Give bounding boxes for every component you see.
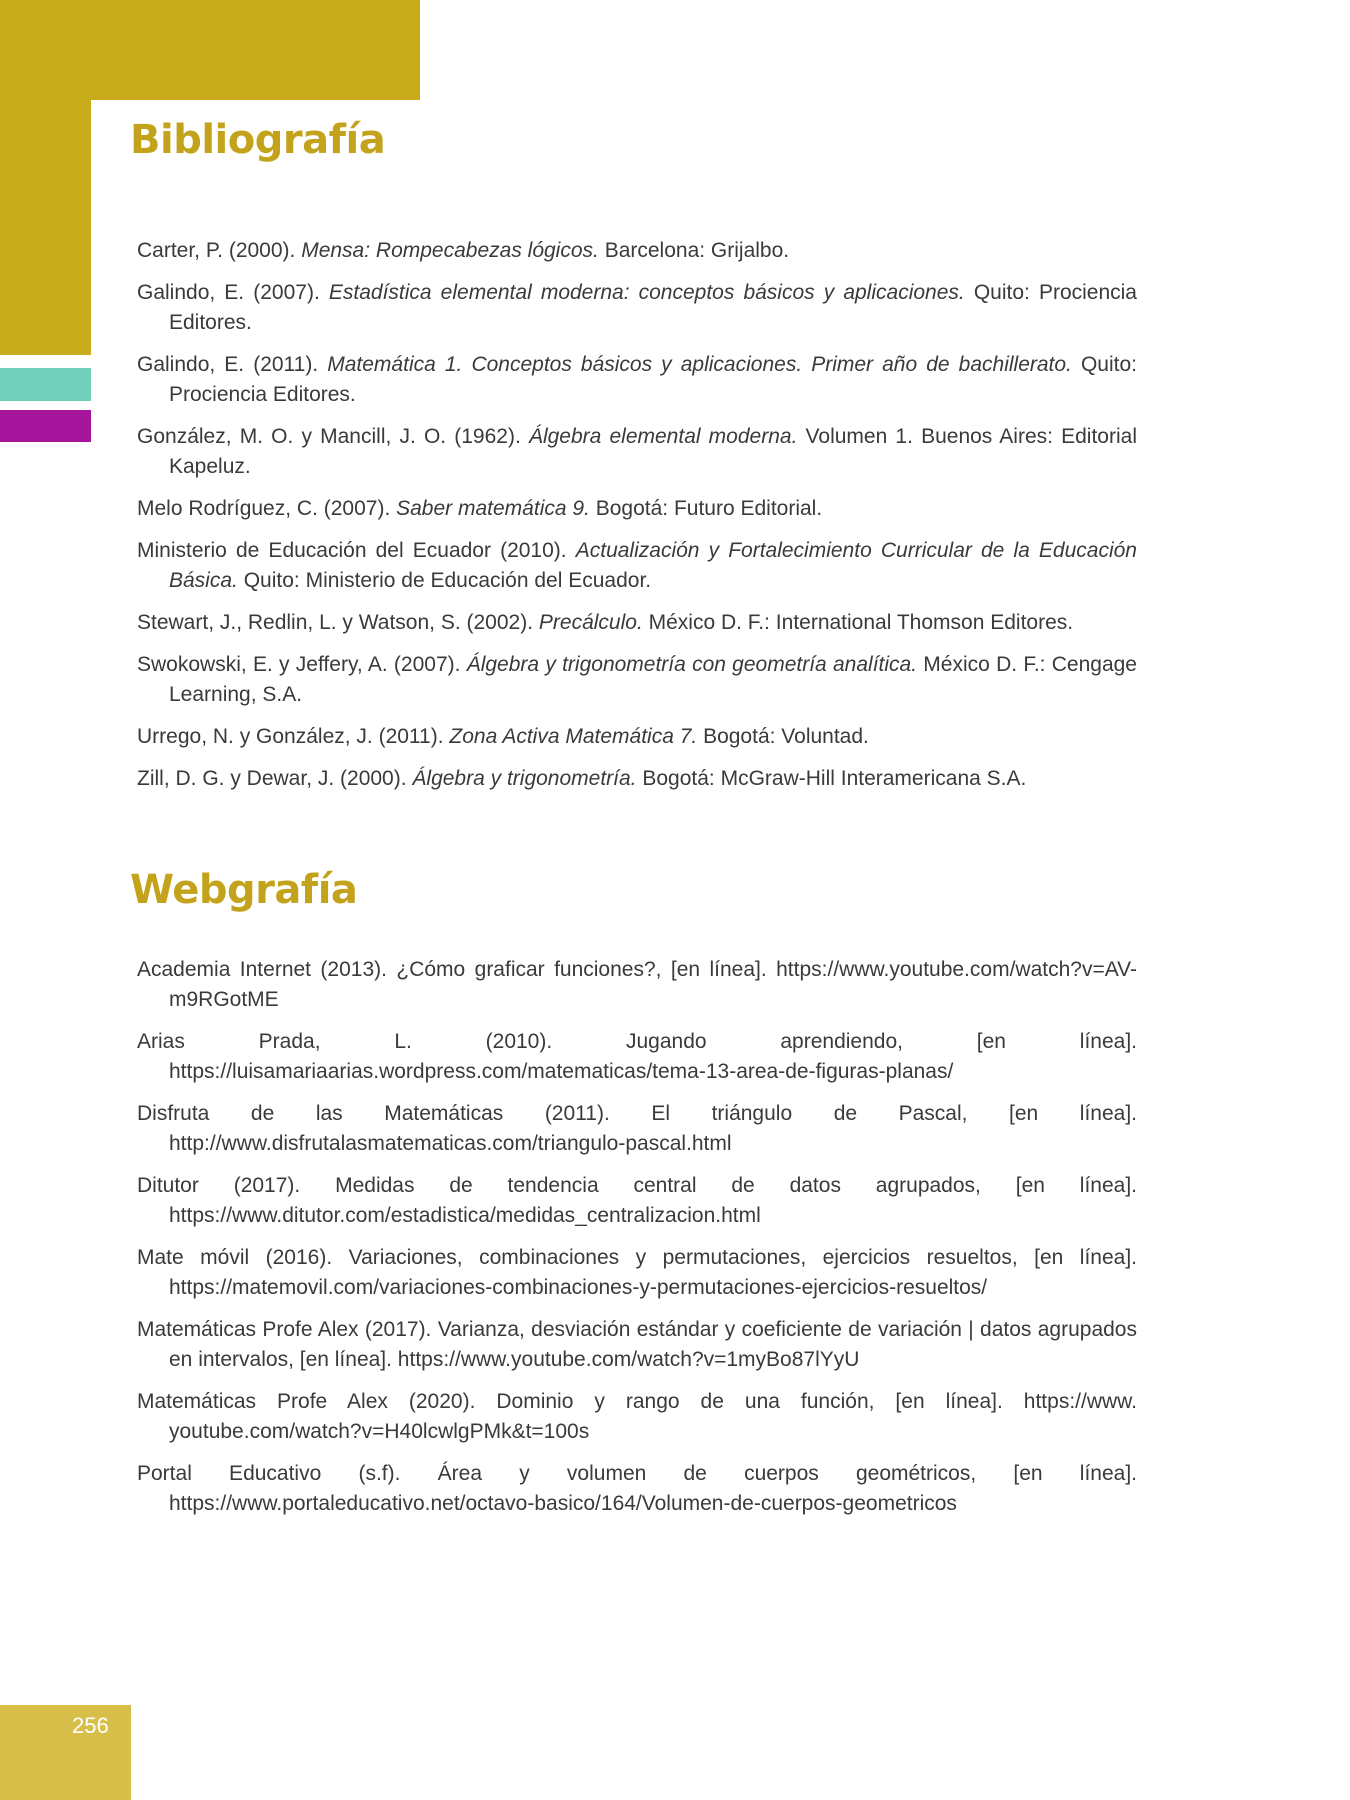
webography-entry: Ditutor (2017). Medidas de tendencia central de datos agrupados, [en línea]. https://www.ditutor.com/estadistica/medidas_centralizacion.html (137, 1174, 1137, 1227)
webography-entry: Portal Educativo (s.f). Área y volumen de cuerpos geométricos, [en línea]. https://www.portaleducativo.net/octavo-basico/164/Volumen-de-cuerpos-geometricos (137, 1462, 1137, 1515)
webography-entry: Matemáticas Profe Alex (2017). Varianza, desviación estándar y coeficiente de variación | datos agrupados en intervalos, [en línea]. https://www.youtube.com/watch?v=1myBo87lYyU (137, 1318, 1137, 1371)
bibliography-title: Bibliografía (130, 117, 386, 163)
bibliography-entry: Galindo, E. (2007). Estadística elemental moderna: conceptos básicos y aplicaciones. Quito: Prociencia Editores. (137, 281, 1137, 334)
bibliography-entry: Galindo, E. (2011). Matemática 1. Conceptos básicos y aplicaciones. Primer año de bachillerato. Quito: Prociencia Editores. (137, 353, 1137, 406)
webography-entry: Arias Prada, L. (2010). Jugando aprendiendo, [en línea]. https://luisamariaarias.wordpress.com/matematicas/tema-13-area-de-figuras-planas/ (137, 1030, 1137, 1083)
bibliography-entry: Ministerio de Educación del Ecuador (2010). Actualización y Fortalecimiento Curricular de la Educación Básica. Quito: Ministerio de Educación del Ecuador. (137, 539, 1137, 592)
webography-list (137, 955, 1137, 1531)
bibliography-entry: Stewart, J., Redlin, L. y Watson, S. (2002). Precálculo. México D. F.: International Thomson Editores. (137, 611, 1074, 634)
bibliography-entry: Urrego, N. y González, J. (2011). Zona Activa Matemática 7. Bogotá: Voluntad. (137, 725, 869, 748)
bibliography-list (137, 236, 1137, 806)
bibliography-entry: Zill, D. G. y Dewar, J. (2000). Álgebra y trigonometría. Bogotá: McGraw-Hill Interamericana S.A. (137, 767, 1027, 790)
bibliography-entry: Swokowski, E. y Jeffery, A. (2007). Álgebra y trigonometría con geometría analítica. México D. F.: Cengage Learning, S.A. (137, 653, 1137, 706)
bibliography-entry: Carter, P. (2000). Mensa: Rompecabezas lógicos. Barcelona: Grijalbo. (137, 239, 790, 262)
webography-entry: Academia Internet (2013). ¿Cómo graficar funciones?, [en línea]. https://www.youtube.com/watch?v=AV-m9RGotME (137, 958, 1137, 1011)
footer-color-band (0, 1705, 131, 1800)
bibliography-entry: González, M. O. y Mancill, J. O. (1962). Álgebra elemental moderna. Volumen 1. Buenos Aires: Editorial Kapeluz. (137, 425, 1137, 478)
magenta-accent-stripe (0, 410, 91, 442)
page-number: 256 (72, 1713, 109, 1738)
teal-accent-stripe (0, 368, 91, 401)
webography-entry: Mate móvil (2016). Variaciones, combinaciones y permutaciones, ejercicios resueltos, [en línea]. https://matemovil.com/variaciones-combinaciones-y-permutaciones-ejercicios-resueltos/ (137, 1246, 1137, 1299)
webography-title: Webgrafía (130, 867, 358, 913)
side-color-band (0, 0, 91, 355)
webography-entry: Matemáticas Profe Alex (2020). Dominio y rango de una función, [en línea]. https://www. youtube.com/watch?v=H40lcwlgPMk&t=100s (137, 1390, 1137, 1443)
webography-entry: Disfruta de las Matemáticas (2011). El triángulo de Pascal, [en línea]. http://www.disfrutalasmatematicas.com/triangulo-pascal.html (137, 1102, 1137, 1155)
bibliography-entry: Melo Rodríguez, C. (2007). Saber matemática 9. Bogotá: Futuro Editorial. (137, 497, 823, 520)
